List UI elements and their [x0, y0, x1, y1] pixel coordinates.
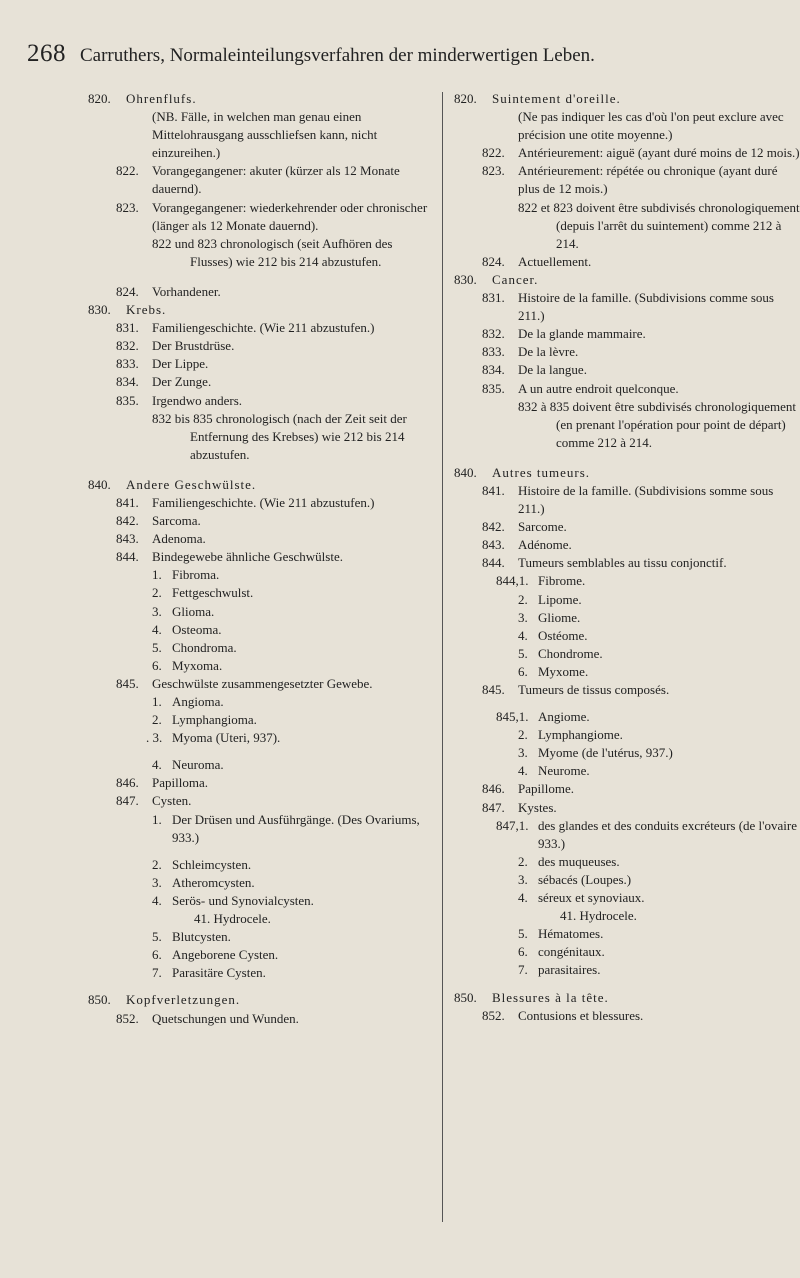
- entry-number: 832.: [482, 326, 505, 342]
- entry-text: Actuellement.: [518, 253, 592, 269]
- entry-833: [88, 355, 436, 373]
- entry-847: [88, 792, 436, 810]
- entry-number: 1.: [152, 694, 162, 709]
- entry-number: 2.: [518, 727, 528, 743]
- entry-number: 845.: [116, 675, 139, 691]
- entry-text: Tumeurs semblables au tissu conjonctif.: [518, 555, 727, 571]
- sub-entry: [88, 657, 436, 675]
- entry-852: [88, 1010, 436, 1028]
- entry-number: 841.: [482, 482, 505, 498]
- entry-number: 833.: [482, 344, 505, 360]
- entry-text: Antérieurement: répétée ou chronique (ayant duré plus de 12 mois.): [518, 163, 778, 197]
- entry-840: [454, 464, 800, 482]
- entry-841: [454, 482, 800, 518]
- entry-text: De la lèvre.: [518, 344, 579, 360]
- entry-number: 847,1.: [496, 817, 529, 833]
- sub-entry: [88, 603, 436, 621]
- entry-824: [454, 253, 800, 271]
- entry-number: 833.: [116, 356, 139, 372]
- entry-number: 5.: [152, 639, 162, 655]
- entry-note: [88, 108, 436, 162]
- note-text: (Ne pas indiquer les cas d'où l'on peut exclure avec précision une otite moyenne.): [518, 109, 784, 143]
- entry-846: [454, 780, 800, 798]
- entry-number: 834.: [116, 374, 139, 390]
- section-title: Andere Geschwülste.: [126, 476, 257, 492]
- section-title: Blessures à la tête.: [492, 989, 609, 1005]
- entry-text: Ostéome.: [538, 627, 588, 643]
- entry-number: 3.: [518, 871, 528, 887]
- sub-entry: [454, 572, 800, 590]
- entry-number: 830.: [454, 271, 477, 287]
- entry-830: [88, 301, 436, 319]
- section-title: Cancer.: [492, 271, 539, 287]
- entry-number: 844.: [116, 549, 139, 565]
- sub-entry: [454, 663, 800, 681]
- entry-number: 846.: [482, 781, 505, 797]
- entry-number: 4.: [152, 892, 162, 908]
- section-title: Ohrenflufs.: [126, 91, 197, 106]
- sub-entry: [88, 566, 436, 584]
- section-title: Krebs.: [126, 302, 167, 318]
- sub-entry: [88, 621, 436, 639]
- entry-text: Sarcome.: [518, 519, 567, 535]
- entry-number: 4.: [518, 763, 528, 779]
- entry-text: Familiengeschichte. (Wie 211 abzustufen.): [152, 494, 375, 510]
- sub-entry: [454, 591, 800, 609]
- entry-text: Glioma.: [172, 603, 215, 619]
- entry-text: Der Brustdrüse.: [152, 338, 235, 354]
- entry-text: Gliome.: [538, 609, 581, 625]
- entry-number: 820.: [88, 91, 111, 106]
- entry-850: [454, 989, 800, 1007]
- entry-846: [88, 774, 436, 792]
- entry-number: 6.: [518, 944, 528, 960]
- sub-entry: [454, 645, 800, 663]
- entry-831: [454, 289, 800, 325]
- entry-number: 852.: [116, 1010, 139, 1026]
- entry-text: sébacés (Loupes.): [538, 871, 632, 887]
- entry-text: Vorhandener.: [152, 283, 221, 299]
- entry-text: Histoire de la famille. (Subdivisions comme sous 211.): [518, 290, 774, 324]
- column-divider: [442, 92, 443, 1222]
- entry-831: [88, 319, 436, 337]
- note-text: 822 et 823 doivent être subdivisés chronologiquement (depuis l'arrêt du suintement) comme 212 à 214.: [518, 199, 800, 251]
- entry-text: A un autre endroit quelconque.: [518, 380, 679, 396]
- entry-text: Chondrome.: [538, 645, 603, 661]
- entry-text: Der Drüsen und Ausführgänge. (Des Ovariums, 933.): [172, 811, 420, 845]
- entry-number: . 3.: [146, 730, 163, 746]
- entry-834: [454, 361, 800, 379]
- entry-number: 850.: [88, 992, 111, 1008]
- sub-entry: [88, 892, 436, 910]
- entry-number: 6.: [152, 947, 162, 963]
- sub-entry: [454, 627, 800, 645]
- entry-text: congénitaux.: [538, 944, 605, 960]
- entry-number: 820.: [454, 91, 477, 106]
- entry-number: 840.: [454, 464, 477, 480]
- sub-entry: [454, 744, 800, 762]
- entry-number: 843.: [116, 531, 139, 547]
- entry-text: Geschwülste zusammengesetzter Gewebe.: [152, 675, 373, 691]
- entry-number: 3.: [518, 609, 528, 625]
- entry-note: [88, 235, 436, 271]
- entry-text: Papillome.: [518, 781, 574, 797]
- entry-text: Fibrome.: [538, 573, 586, 589]
- sub-entry: [454, 853, 800, 871]
- entry-823: [454, 162, 800, 198]
- entry-823: [88, 199, 436, 235]
- sub-entry: [88, 584, 436, 602]
- entry-842: [454, 518, 800, 536]
- entry-845: [88, 675, 436, 693]
- entry-835: [454, 380, 800, 398]
- entry-number: 834.: [482, 362, 505, 378]
- entry-text: 41. Hydrocele.: [194, 911, 271, 927]
- entry-text: Papilloma.: [152, 775, 208, 791]
- sub-entry: [88, 711, 436, 729]
- entry-text: des muqueuses.: [538, 853, 620, 869]
- entry-text: Angiome.: [538, 709, 590, 725]
- entry-843: [88, 530, 436, 548]
- entry-text: parasitaires.: [538, 962, 601, 978]
- note-text: 822 und 823 chronologisch (seit Aufhören des Flusses) wie 212 bis 214 abzustufen.: [152, 235, 393, 269]
- entry-text: Myoma (Uteri, 937).: [172, 730, 281, 746]
- entry-text: des glandes et des conduits excréteurs (de l'ovaire 933.): [538, 817, 797, 851]
- entry-text: Fettgeschwulst.: [172, 585, 254, 601]
- entry-number: 3.: [152, 874, 162, 890]
- entry-842: [88, 512, 436, 530]
- sub-entry: [88, 856, 436, 874]
- entry-844: [454, 554, 800, 572]
- entry-830: [454, 271, 800, 289]
- entry-number: 1.: [152, 567, 162, 583]
- entry-text: Der Zunge.: [152, 374, 212, 390]
- entry-number: 2.: [152, 856, 162, 872]
- entry-text: Schleimcysten.: [172, 856, 252, 872]
- entry-number: 4.: [518, 627, 528, 643]
- entry-number: 832.: [116, 338, 139, 354]
- entry-number: 835.: [482, 380, 505, 396]
- sub-entry: [454, 762, 800, 780]
- sub-sub-entry: [88, 910, 436, 928]
- entry-text: Kystes.: [518, 799, 557, 815]
- entry-text: Cysten.: [152, 793, 192, 809]
- entry-number: 2.: [518, 591, 528, 607]
- entry-number: 3.: [518, 745, 528, 761]
- entry-number: 2.: [518, 853, 528, 869]
- entry-text: Contusions et blessures.: [518, 1007, 644, 1023]
- entry-number: 1.: [152, 811, 162, 827]
- entry-text: Myxome.: [538, 663, 589, 679]
- entry-text: De la langue.: [518, 362, 587, 378]
- entry-text: Lymphangiome.: [538, 727, 623, 743]
- entry-number: 4.: [518, 890, 528, 906]
- entry-number: 850.: [454, 989, 477, 1005]
- entry-text: Irgendwo anders.: [152, 392, 243, 408]
- entry-835: [88, 392, 436, 410]
- entry-text: Hématomes.: [538, 926, 604, 942]
- entry-847: [454, 799, 800, 817]
- entry-number: 5.: [152, 929, 162, 945]
- entry-text: Myome (de l'utérus, 937.): [538, 745, 673, 761]
- page-number: 268: [27, 40, 66, 67]
- sub-entry: [454, 871, 800, 889]
- sub-entry: [88, 946, 436, 964]
- entry-number: 840.: [88, 476, 111, 492]
- sub-entry: [454, 925, 800, 943]
- entry-820: [88, 90, 436, 108]
- entry-850: [88, 991, 436, 1009]
- sub-entry: [88, 693, 436, 711]
- entry-text: Chondroma.: [172, 639, 237, 655]
- sub-entry: [454, 943, 800, 961]
- entry-832: [88, 337, 436, 355]
- sub-entry: [454, 726, 800, 744]
- sub-entry: [88, 928, 436, 946]
- sub-entry: [454, 609, 800, 627]
- sub-entry: [88, 639, 436, 657]
- entry-833: [454, 343, 800, 361]
- entry-841: [88, 494, 436, 512]
- entry-number: 6.: [518, 663, 528, 679]
- entry-text: Angeborene Cysten.: [172, 947, 279, 963]
- entry-820: [454, 90, 800, 108]
- entry-number: 847.: [482, 799, 505, 815]
- entry-844: [88, 548, 436, 566]
- entry-text: Sarcoma.: [152, 513, 201, 529]
- entry-number: 822.: [482, 145, 505, 161]
- entry-text: 41. Hydrocele.: [560, 908, 637, 924]
- entry-text: Atheromcysten.: [172, 874, 255, 890]
- sub-entry: [454, 817, 800, 853]
- entry-number: 5.: [518, 645, 528, 661]
- entry-845: [454, 681, 800, 699]
- entry-number: 5.: [518, 926, 528, 942]
- entry-number: 842.: [116, 513, 139, 529]
- entry-text: Histoire de la famille. (Subdivisions somme sous 211.): [518, 482, 774, 517]
- entry-number: 831.: [482, 290, 505, 306]
- german-column: [88, 90, 436, 1028]
- entry-number: 4.: [152, 621, 162, 637]
- entry-832: [454, 325, 800, 343]
- note-text: 832 à 835 doivent être subdivisés chronologiquement (en prenant l'opération pour point de départ) comme 212 à 214.: [518, 398, 797, 450]
- entry-text: Vorangegangener: akuter (kürzer als 12 Monate dauernd).: [152, 163, 400, 197]
- entry-text: Parasitäre Cysten.: [172, 965, 266, 981]
- entry-note: [454, 199, 800, 253]
- entry-text: Lymphangioma.: [172, 712, 257, 728]
- entry-text: Angioma.: [172, 694, 224, 709]
- page-header: [27, 40, 787, 68]
- entry-number: 844.: [482, 555, 505, 571]
- entry-text: Familiengeschichte. (Wie 211 abzustufen.): [152, 320, 375, 336]
- entry-number: 847.: [116, 793, 139, 809]
- entry-number: 831.: [116, 320, 139, 336]
- entry-822: [88, 162, 436, 198]
- entry-text: Serös- und Synovialcysten.: [172, 892, 314, 908]
- entry-number: 823.: [116, 199, 139, 215]
- entry-text: Blutcysten.: [172, 929, 231, 945]
- entry-number: 843.: [482, 537, 505, 553]
- entry-text: Myxoma.: [172, 657, 223, 673]
- note-text: (NB. Fälle, in welchen man genau einen Mittelohrausgang ausschliefsen kann, nicht einzureihen.): [152, 109, 378, 161]
- entry-text: Adenoma.: [152, 531, 206, 547]
- sub-entry: [454, 961, 800, 979]
- entry-number: 822.: [116, 163, 139, 179]
- running-title: Carruthers, Normaleinteilungsverfahren der minderwertigen Leben.: [80, 45, 595, 66]
- entry-number: 2.: [152, 712, 162, 728]
- entry-number: 7.: [152, 965, 162, 981]
- entry-number: 4.: [152, 757, 162, 773]
- entry-text: Adénome.: [518, 537, 572, 553]
- entry-number: 842.: [482, 519, 505, 535]
- french-column: [454, 90, 800, 1025]
- entry-number: 845.: [482, 682, 505, 697]
- entry-text: Neurome.: [538, 763, 590, 779]
- sub-entry: [88, 964, 436, 982]
- sub-entry: [88, 756, 436, 774]
- entry-822: [454, 144, 800, 162]
- entry-number: 852.: [482, 1007, 505, 1023]
- entry-note: [454, 108, 800, 144]
- entry-number: 7.: [518, 962, 528, 978]
- section-title: Kopfverletzungen.: [126, 992, 241, 1008]
- entry-number: 844,1.: [496, 573, 529, 589]
- entry-text: Der Lippe.: [152, 356, 209, 372]
- section-title: Suintement d'oreille.: [492, 91, 621, 106]
- entry-number: 835.: [116, 392, 139, 408]
- entry-number: 823.: [482, 163, 505, 179]
- sub-entry: [454, 708, 800, 726]
- entry-text: De la glande mammaire.: [518, 326, 646, 342]
- entry-824: [88, 283, 436, 301]
- entry-843: [454, 536, 800, 554]
- entry-852: [454, 1007, 800, 1025]
- entry-text: Fibroma.: [172, 567, 220, 583]
- entry-834: [88, 373, 436, 391]
- note-text: 832 bis 835 chronologisch (nach der Zeit seit der Entfernung des Krebses) wie 212 bis 214 abzustufen.: [152, 410, 407, 462]
- sub-sub-entry: [454, 907, 800, 925]
- entry-text: Antérieurement: aiguë (ayant duré moins de 12 mois.): [518, 145, 800, 161]
- entry-number: 6.: [152, 657, 162, 673]
- sub-entry: [88, 729, 436, 747]
- entry-number: 824.: [482, 253, 505, 269]
- entry-text: Quetschungen und Wunden.: [152, 1010, 299, 1026]
- entry-number: 824.: [116, 283, 139, 299]
- entry-note: [88, 410, 436, 464]
- entry-number: 846.: [116, 775, 139, 791]
- sub-entry: [88, 811, 436, 847]
- entry-note: [454, 398, 800, 452]
- entry-text: Lipome.: [538, 591, 582, 607]
- sub-entry: [454, 889, 800, 907]
- entry-number: 3.: [152, 603, 162, 619]
- entry-number: 845,1.: [496, 709, 529, 725]
- section-title: Autres tumeurs.: [492, 464, 591, 480]
- sub-entry: [88, 874, 436, 892]
- entry-text: Tumeurs de tissus composés.: [518, 682, 670, 697]
- entry-text: Bindegewebe ähnliche Geschwülste.: [152, 549, 343, 565]
- entry-text: Neuroma.: [172, 757, 224, 773]
- entry-text: séreux et synoviaux.: [538, 890, 645, 906]
- entry-number: 2.: [152, 585, 162, 601]
- entry-840: [88, 476, 436, 494]
- entry-text: Vorangegangener: wiederkehrender oder chronischer (länger als 12 Monate dauernd).: [152, 199, 428, 233]
- entry-text: Osteoma.: [172, 621, 222, 637]
- entry-number: 841.: [116, 494, 139, 510]
- entry-number: 830.: [88, 302, 111, 318]
